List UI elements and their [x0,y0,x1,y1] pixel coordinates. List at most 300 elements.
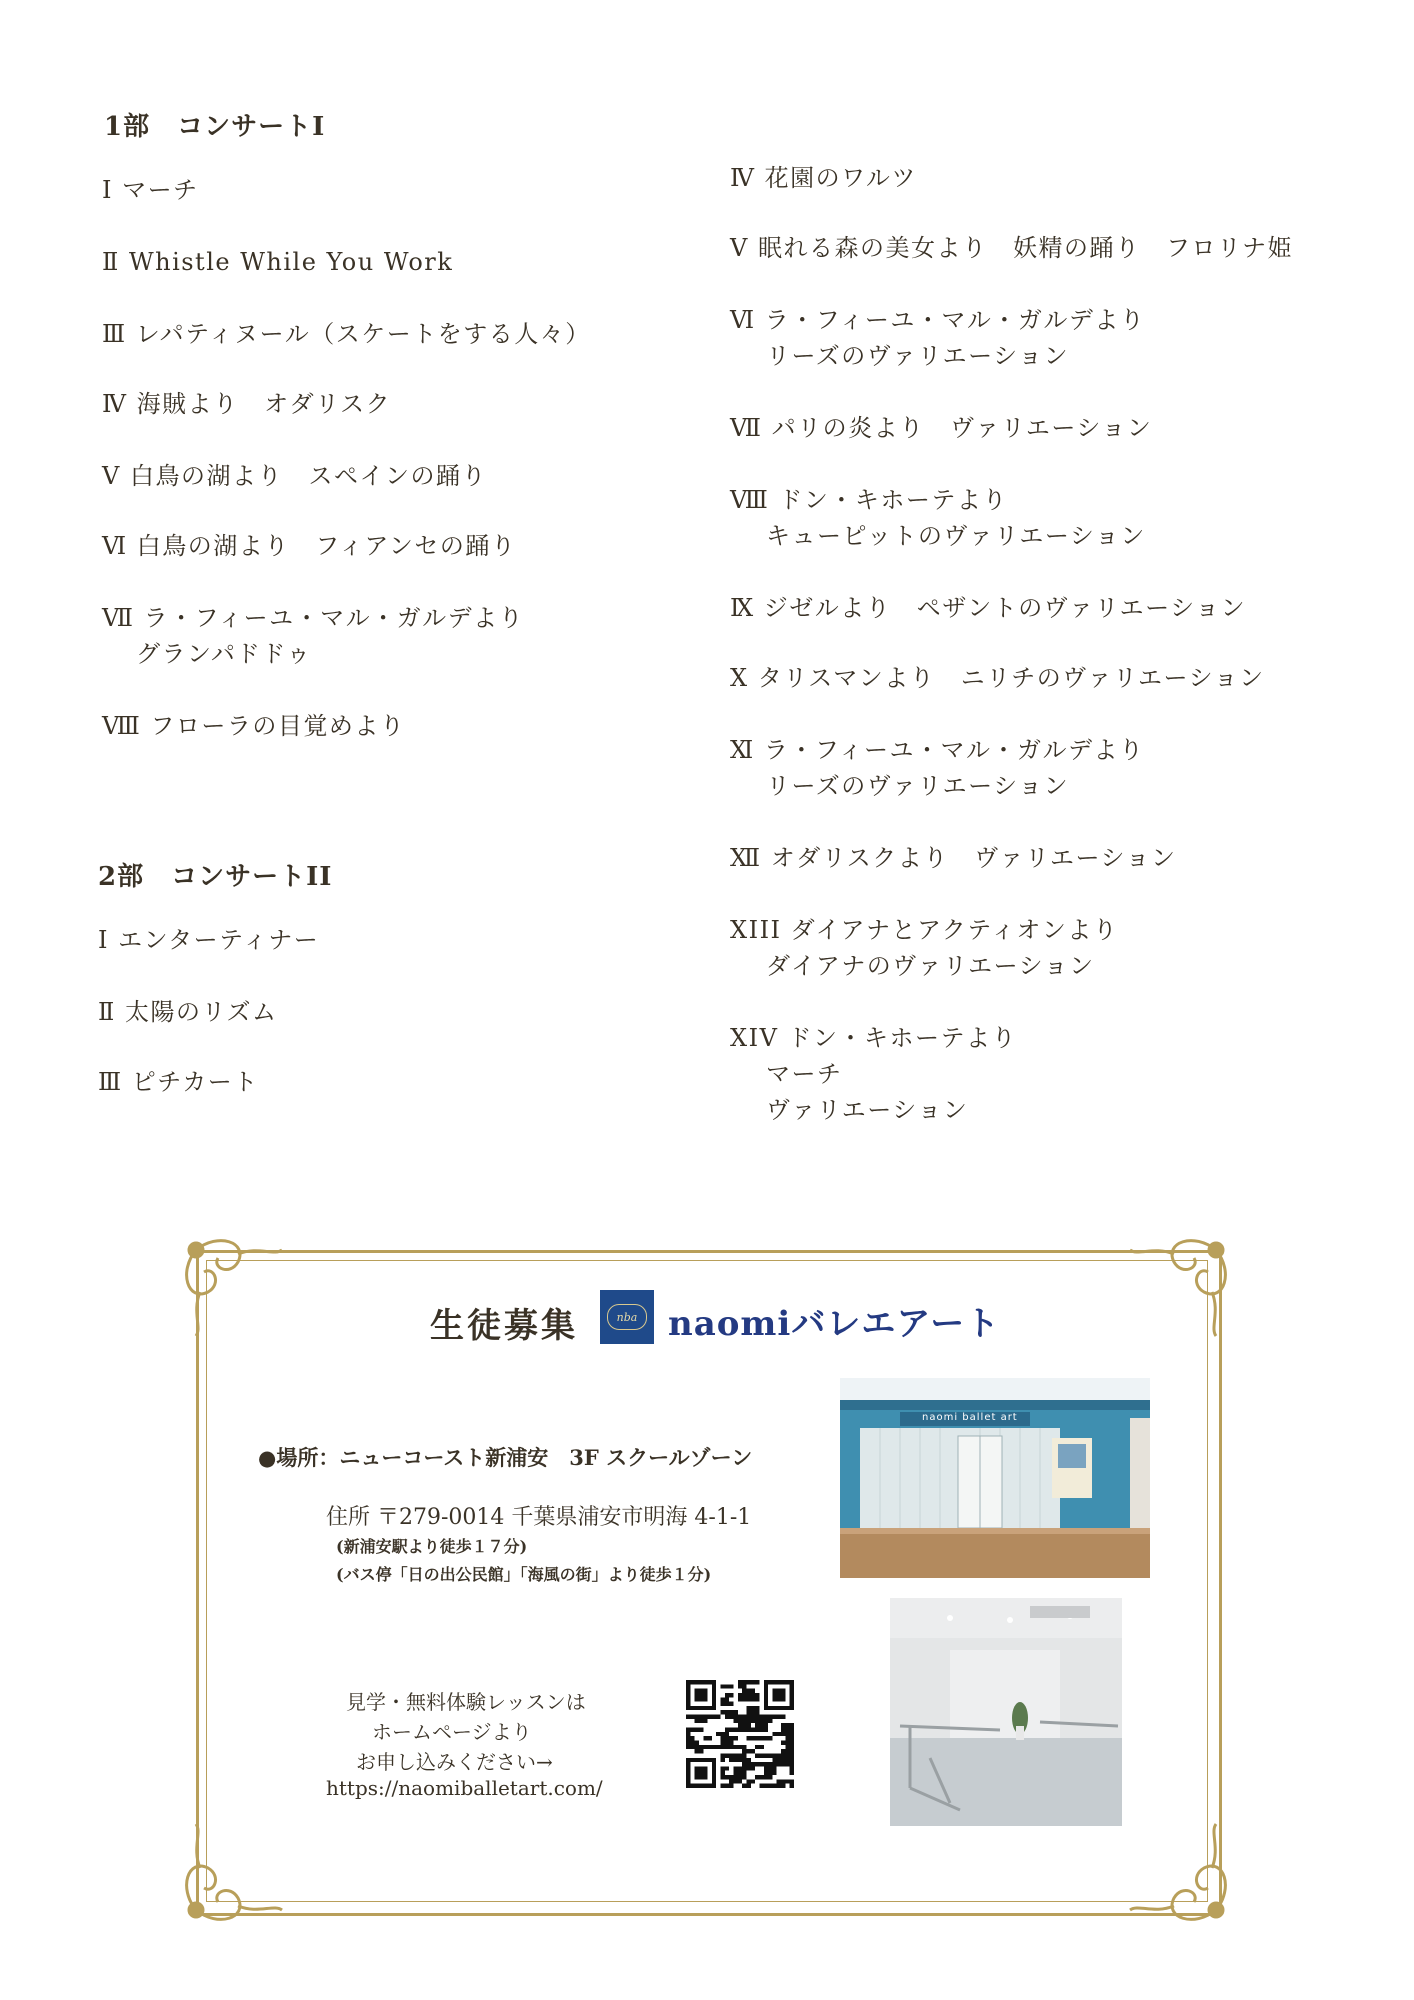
qr-module [742,1693,746,1697]
qr-module [738,1697,742,1701]
qr-module [690,1715,694,1719]
program-item [102,244,453,280]
qr-module [781,1732,785,1736]
program-item [102,458,487,494]
qr-module [699,1745,703,1749]
program-item-title: XIV ドン・キホーテより [730,1024,1018,1052]
qr-module [768,1753,772,1757]
qr-module [785,1736,789,1740]
qr-module [768,1736,772,1740]
program-item [730,160,917,196]
qr-module [738,1771,742,1775]
program-item [730,660,1265,696]
program-item [730,302,1145,374]
qr-module [768,1784,772,1788]
qr-module [764,1719,768,1723]
qr-module [759,1715,763,1719]
qr-module [708,1745,712,1749]
qr-module [729,1715,733,1719]
qr-module [781,1758,785,1762]
homepage-link[interactable]: https://naomiballetart.com/ [326,1776,603,1800]
qr-module [738,1693,742,1697]
qr-module [768,1715,772,1719]
qr-module [785,1745,789,1749]
qr-module [742,1784,746,1788]
qr-module [695,1740,699,1744]
program-item [102,528,516,564]
qr-module [725,1766,729,1770]
storefront-sign: naomi ballet art [922,1412,1018,1423]
qr-module [742,1697,746,1701]
program-item [730,590,1246,626]
school-logo [600,1290,654,1344]
qr-module [729,1745,733,1749]
qr-module [725,1736,729,1740]
qr-module [790,1745,794,1749]
qr-module [729,1758,733,1762]
location-label: ●場所：ニューコースト新浦安 3F スクールゾーン [258,1445,753,1470]
program-item-title: Ⅱ Whistle While You Work [102,248,454,276]
program-item [730,230,1293,266]
qr-module [734,1710,738,1714]
program-item-title: XIII ダイアナとアクティオンより [730,916,1119,944]
qr-module [755,1719,759,1723]
qr-module [725,1702,729,1706]
qr-module [738,1719,742,1723]
qr-module [695,1766,708,1779]
qr-module [790,1728,794,1732]
qr-module [755,1753,759,1757]
qr-module [746,1736,750,1740]
qr-module [734,1775,738,1779]
qr-module [790,1771,794,1775]
qr-module [729,1784,733,1788]
corner-ornament-bottom-right [1124,1818,1234,1928]
qr-module [729,1736,733,1740]
qr-module [781,1723,785,1727]
program-item-subtitle: ヴァリエーション [766,1096,969,1124]
studio-illustration [890,1598,1122,1826]
qr-module [742,1684,746,1688]
qr-module [777,1779,781,1783]
qr-module [790,1736,794,1740]
qr-module [695,1715,699,1719]
qr-module [721,1736,725,1740]
qr-module [790,1723,794,1727]
qr-module [764,1784,768,1788]
storefront-illustration [840,1378,1150,1578]
program-item [730,732,1144,804]
program-item-subtitle: キューピットのヴァリエーション [766,522,1146,550]
qr-module [734,1753,738,1757]
qr-module [738,1753,742,1757]
qr-module [781,1715,785,1719]
program-item [730,410,1152,446]
qr-module [785,1723,789,1727]
qr-module [777,1758,781,1762]
qr-module [772,1753,776,1757]
program-item [730,482,1146,554]
qr-module [729,1753,733,1757]
qr-module [764,1771,768,1775]
qr-module [755,1697,759,1701]
qr-module [725,1697,729,1701]
qr-module [751,1736,755,1740]
storefront-photo [840,1378,1150,1578]
qr-module [755,1736,759,1740]
qr-module [759,1719,763,1723]
corner-ornament-bottom-left [178,1818,288,1928]
qr-module [742,1715,746,1719]
qr-module [755,1775,759,1779]
qr-module [721,1771,725,1775]
program-item-title: Ⅷ フローラの目覚めより [102,712,406,740]
qr-module [734,1766,738,1770]
program-item-subtitle: マーチ [766,1060,843,1088]
qr-module [790,1732,794,1736]
qr-module [785,1749,789,1753]
qr-module [755,1693,759,1697]
qr-module [746,1784,750,1788]
program-item-title: Ⅳ 海賊より オダリスク [102,390,392,418]
qr-module [738,1684,742,1688]
program-item [102,600,524,672]
access-train: (新浦安駅より徒歩１７分) [336,1537,528,1556]
qr-module [725,1775,729,1779]
qr-module [695,1719,699,1723]
program-item-title: Ⅹ タリスマンより ニリチのヴァリエーション [730,664,1265,692]
qr-module [790,1779,794,1783]
qr-module [721,1697,725,1701]
program-item-title: Ⅵ ラ・フィーユ・マル・ガルデより [730,306,1146,334]
program-item [98,994,277,1030]
program-item-title: Ⅸ ジゼルより ペザントのヴァリエーション [730,594,1247,622]
qr-module [746,1762,750,1766]
qr-module [755,1706,759,1710]
qr-module [759,1753,763,1757]
trial-line-2: ホームページより [372,1720,532,1744]
corner-ornament-top-right [1124,1232,1234,1342]
qr-module [772,1784,776,1788]
qr-module [768,1719,772,1723]
qr-module [790,1758,794,1762]
qr-module [777,1762,781,1766]
recruit-title: 生徒募集 [430,1306,578,1346]
qr-module [703,1719,707,1723]
program-item-subtitle: リーズのヴァリエーション [766,772,1070,800]
qr-module [738,1680,742,1684]
qr-module [785,1779,789,1783]
qr-module [751,1766,755,1770]
qr-module [777,1784,781,1788]
qr-module [751,1779,755,1783]
school-name: naomiバレエアート [668,1304,1001,1344]
qr-module [725,1784,729,1788]
qr-module [734,1779,738,1783]
qr-module [695,1728,699,1732]
qr-module [746,1706,750,1710]
qr-module [781,1728,785,1732]
qr-module [721,1710,725,1714]
qr-module [759,1762,763,1766]
qr-module [746,1689,750,1693]
qr-module [738,1766,742,1770]
address: 住所 〒279-0014 千葉県浦安市明海 4-1-1 [326,1505,752,1530]
qr-module [738,1779,742,1783]
qr-module [686,1736,690,1740]
qr-module [759,1775,763,1779]
program-item-title: Ⅵ 白鳥の湖より フィアンセの踊り [102,532,517,560]
part2-heading: 2部 コンサートII [98,862,333,892]
qr-module [742,1762,746,1766]
qr-module [772,1766,776,1770]
corner-ornament-top-left [178,1232,288,1342]
program-item [730,912,1118,984]
qr-module [721,1784,725,1788]
qr-module [699,1715,703,1719]
program-item-title: Ⅲ ピチカート [98,1068,259,1096]
program-item-title: Ⅱ 太陽のリズム [98,998,278,1026]
program-item-title: Ⅶ パリの炎より ヴァリエーション [730,414,1153,442]
qr-module [738,1723,742,1727]
qr-module [751,1697,755,1701]
program-item-title: I エンターティナー [98,926,320,954]
qr-module [703,1715,707,1719]
qr-module [690,1745,694,1749]
qr-module [781,1779,785,1783]
qr-module [716,1715,720,1719]
qr-module [781,1753,785,1757]
program-item-title: Ⅳ 花園のワルツ [730,164,917,192]
qr-module [751,1728,755,1732]
qr-module [699,1719,703,1723]
qr-module [734,1745,738,1749]
qr-module [746,1723,750,1727]
qr-module [755,1745,759,1749]
qr-module [699,1728,703,1732]
qr-module [742,1749,746,1753]
qr-module [721,1732,725,1736]
qr-module [725,1753,729,1757]
qr-module [755,1680,759,1684]
qr-module [742,1771,746,1775]
qr-module [759,1723,763,1727]
qr-code[interactable] [686,1680,794,1788]
qr-module [764,1766,768,1770]
qr-module [695,1745,699,1749]
qr-module [755,1762,759,1766]
program-item [102,316,591,352]
program-item [102,386,391,422]
qr-module [729,1710,733,1714]
qr-module [695,1689,708,1702]
qr-module [742,1766,746,1770]
qr-module [777,1753,781,1757]
qr-module [699,1749,703,1753]
qr-module [746,1715,750,1719]
qr-module [686,1728,690,1732]
qr-module [746,1710,750,1714]
qr-module [755,1728,759,1732]
qr-module [772,1771,776,1775]
qr-module [759,1745,763,1749]
qr-module [721,1775,725,1779]
qr-module [746,1779,750,1783]
qr-module [695,1749,699,1753]
qr-module [746,1697,750,1701]
qr-module [725,1728,729,1732]
qr-module [703,1736,707,1740]
qr-module [742,1728,746,1732]
access-bus: (バス停「日の出公民館」「海風の街」より徒歩１分) [336,1565,712,1584]
qr-module [703,1745,707,1749]
qr-module [729,1693,733,1697]
program-item [102,708,405,744]
qr-module [755,1710,759,1714]
qr-module [772,1762,776,1766]
qr-module [772,1689,785,1702]
qr-module [785,1753,789,1757]
program-item-subtitle: ダイアナのヴァリエーション [766,952,1095,980]
qr-module [751,1719,755,1723]
qr-module [721,1745,725,1749]
program-item [730,840,1177,876]
qr-module [751,1680,755,1684]
qr-module [725,1693,729,1697]
qr-module [725,1684,729,1688]
qr-module [751,1715,755,1719]
qr-module [708,1736,712,1740]
qr-module [764,1715,768,1719]
qr-module [746,1758,750,1762]
qr-module [777,1732,781,1736]
qr-module [729,1684,733,1688]
qr-module [768,1775,772,1779]
qr-module [746,1693,750,1697]
program-item-title: Ⅺ ラ・フィーユ・マル・ガルデより [730,736,1145,764]
qr-module [755,1715,759,1719]
qr-module [764,1728,768,1732]
qr-module [790,1749,794,1753]
qr-module [721,1702,725,1706]
part1-heading: 1部 コンサートⅠ [104,112,326,142]
qr-module [772,1758,776,1762]
qr-module [738,1728,742,1732]
trial-line-1: 見学・無料体験レッスンは [346,1690,586,1714]
program-item [98,1064,259,1100]
qr-module [785,1732,789,1736]
qr-module [738,1745,742,1749]
qr-module [725,1732,729,1736]
qr-module [716,1732,720,1736]
qr-module [738,1715,742,1719]
qr-module [781,1762,785,1766]
program-item-title: Ⅴ 白鳥の湖より スペインの踊り [102,462,487,490]
qr-module [785,1740,789,1744]
studio-photo [890,1598,1122,1826]
qr-module [708,1715,712,1719]
qr-module [790,1753,794,1757]
program-item-title: Ⅲ レパティヌール（スケートをする人々） [102,320,591,348]
program-item-title: Ⅰ マーチ [102,176,199,204]
qr-module [686,1745,690,1749]
program-item [102,172,199,208]
qr-module [764,1736,768,1740]
program-item-subtitle: グランパドドゥ [136,640,312,668]
qr-module [781,1784,785,1788]
qr-module [785,1762,789,1766]
qr-module [734,1715,738,1719]
qr-module [721,1753,725,1757]
qr-module [686,1732,690,1736]
qr-module [742,1753,746,1757]
qr-module [729,1702,733,1706]
program-item-title: Ⅻ オダリスクより ヴァリエーション [730,844,1177,872]
qr-module [738,1775,742,1779]
qr-module [764,1762,768,1766]
qr-module [790,1766,794,1770]
qr-module [768,1762,772,1766]
qr-module [690,1736,694,1740]
qr-module [725,1745,729,1749]
qr-module [751,1706,755,1710]
qr-module [742,1745,746,1749]
qr-module [729,1775,733,1779]
qr-module [751,1762,755,1766]
qr-module [764,1723,768,1727]
qr-module [772,1732,776,1736]
qr-module [759,1728,763,1732]
qr-module [755,1723,759,1727]
qr-module [725,1715,729,1719]
qr-module [764,1753,768,1757]
program-item [730,1020,1017,1128]
qr-module [751,1689,755,1693]
qr-module [729,1779,733,1783]
qr-module [734,1758,738,1762]
program-item-title: Ⅶ ラ・フィーユ・マル・ガルデより [102,604,525,632]
qr-module [742,1775,746,1779]
qr-module [751,1693,755,1697]
qr-module [721,1684,725,1688]
qr-module [712,1715,716,1719]
qr-module [759,1784,763,1788]
qr-module [721,1758,725,1762]
qr-module [790,1784,794,1788]
qr-module [734,1719,738,1723]
qr-module [746,1749,750,1753]
qr-module [690,1740,694,1744]
qr-module [768,1771,772,1775]
qr-module [742,1758,746,1762]
qr-module [742,1680,746,1684]
qr-module [790,1762,794,1766]
program-item-subtitle: リーズのヴァリエーション [766,342,1070,370]
program-item-title: Ⅴ 眠れる森の美女より 妖精の踊り フロリナ姫 [730,234,1293,262]
qr-module [725,1710,729,1714]
qr-module [742,1723,746,1727]
qr-module [690,1728,694,1732]
qr-module [785,1758,789,1762]
qr-module [759,1736,763,1740]
qr-module [781,1740,785,1744]
qr-module [746,1719,750,1723]
qr-module [721,1766,725,1770]
program-item [98,922,319,958]
qr-module [725,1740,729,1744]
qr-module [746,1680,750,1684]
qr-module [746,1728,750,1732]
